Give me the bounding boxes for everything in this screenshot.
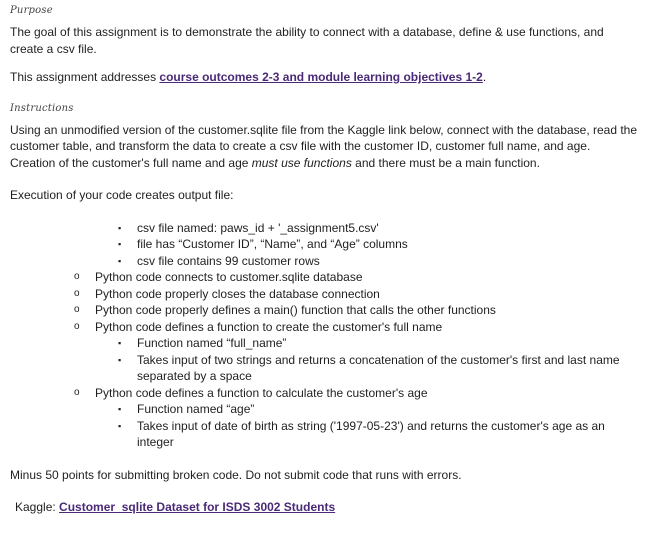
requirement-text: Python code properly closes the database connection	[95, 286, 380, 301]
requirement-text: Python code connects to customer.sqlite database	[95, 270, 363, 284]
requirement-text: Python code defines a function to create the customer's full name	[95, 319, 443, 334]
kaggle-line	[10, 499, 638, 516]
list-item	[10, 418, 638, 451]
list-item	[10, 302, 638, 319]
square-bullet-icon: ▪	[118, 255, 122, 266]
penalty-text: Minus 50 points for submitting broken code. Do not submit code that runs with errors.	[10, 467, 462, 482]
list-item	[10, 335, 638, 352]
circle-bullet-icon: o	[74, 287, 80, 299]
list-item	[10, 352, 638, 385]
square-bullet-icon: ▪	[118, 239, 122, 249]
list-item	[10, 319, 638, 336]
list-item	[10, 385, 638, 402]
sub-requirement-text: Takes input of two strings and returns a concatenation of the customer's first and last name separated by a space	[137, 352, 620, 383]
list-item	[10, 236, 638, 253]
sub-requirement-text: Function named “age”	[137, 402, 255, 416]
addresses-paragraph	[10, 69, 638, 86]
list-item	[10, 286, 638, 303]
assignment-page	[10, 4, 638, 516]
purpose-goal-text: The goal of this assignment is to demonstrate the ability to connect with a database, define & use functions, and create a csv file.	[10, 25, 604, 56]
sub-requirement-text: Function named “full_name”	[137, 336, 287, 350]
list-item	[10, 401, 638, 418]
course-outcomes-link[interactable]: course outcomes 2-3 and module learning objectives 1-2	[159, 70, 483, 84]
output-item-text: csv file contains 99 customer rows	[137, 253, 320, 268]
square-bullet-icon: ▪	[118, 404, 122, 414]
circle-bullet-icon: o	[74, 271, 80, 282]
circle-bullet-icon: o	[74, 386, 80, 398]
list-item	[10, 220, 638, 237]
instructions-heading: Instructions	[10, 102, 74, 114]
requirement-text: Python code defines a function to calculate the customer's age	[95, 385, 428, 400]
instructions-body-part1: Using an unmodified version of the customer.sqlite file from the Kaggle link below, connect with the database, read the customer table, and transform the data to create a csv file with the customer ID, customer full name, and age. Creation of the customer's full name and age	[10, 122, 638, 170]
addresses-suffix: .	[482, 70, 487, 84]
addresses-prefix: This assignment addresses	[10, 70, 160, 84]
square-bullet-icon: ▪	[118, 338, 122, 348]
circle-bullet-icon: o	[74, 320, 80, 332]
kaggle-dataset-link[interactable]: Customer_sqlite Dataset for ISDS 3002 Students	[59, 500, 336, 514]
square-bullet-icon: ▪	[118, 222, 122, 233]
square-bullet-icon: ▪	[118, 420, 122, 431]
kaggle-label: Kaggle:	[15, 500, 60, 514]
output-item-text: file has “Customer ID”, “Name”, and “Age” columns	[137, 237, 408, 251]
instructions-body-emphasis: must use functions	[251, 155, 352, 170]
list-item	[10, 253, 638, 270]
instructions-body	[10, 122, 638, 172]
execution-text: Execution of your code creates output file:	[10, 188, 234, 202]
square-bullet-icon: ▪	[118, 354, 122, 365]
requirement-text: Python code properly defines a main() function that calls the other functions	[95, 303, 496, 317]
sub-requirement-text: Takes input of date of birth as string ('1997-05-23') and returns the customer's age as an integer	[137, 418, 605, 449]
purpose-heading: Purpose	[10, 5, 53, 16]
output-requirements-list	[10, 220, 638, 451]
output-item-text: csv file named: paws_id + '_assignment5.csv'	[137, 220, 379, 235]
instructions-body-part2: and there must be a main function.	[351, 155, 540, 170]
circle-bullet-icon: o	[74, 304, 80, 315]
list-item	[10, 269, 638, 286]
